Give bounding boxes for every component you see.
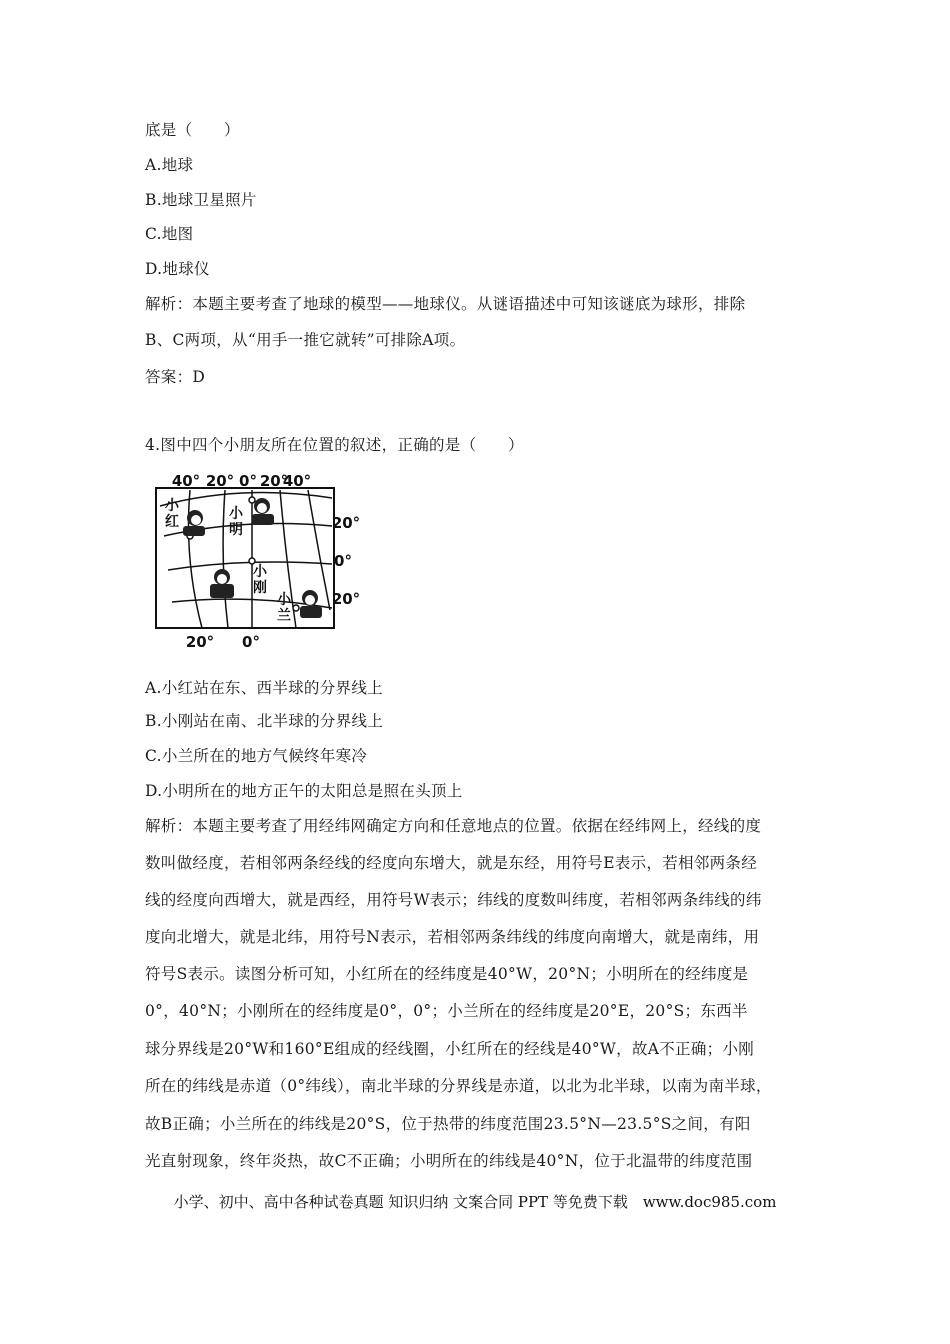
q4-analysis-line-2: 数叫做经度，若相邻两条经线的经度向东增大，就是东经，用符号E表示，若相邻两条经 — [145, 854, 758, 872]
q4-analysis-line-1: 解析：本题主要考查了用经纬网确定方向和任意地点的位置。依据在经纬网上，经线的度 — [145, 817, 762, 835]
page-footer: 小学、初中、高中各种试卷真题 知识归纳 文案合同 PPT 等免费下载 www.doc985.com — [173, 1193, 777, 1211]
graticule-figure — [150, 470, 370, 650]
name-xiaoming-char-1: 小 — [229, 506, 243, 522]
q4-option-c: C.小兰所在的地方气候终年寒冷 — [145, 747, 368, 765]
top-label-20e: 20° — [259, 472, 289, 490]
q3-option-a: A.地球 — [145, 156, 194, 174]
q4-analysis-line-6: 0°，40°N；小刚所在的经纬度是0°，0°；小兰所在的经纬度是20°E，20°S；东西半 — [145, 1002, 748, 1020]
latitude-line-40n — [160, 493, 332, 506]
q4-analysis-line-7: 球分界线是20°W和160°E组成的经线圈，小红所在的经线是40°W，故A不正确；小刚 — [145, 1040, 755, 1058]
xiaogang-figure — [210, 569, 234, 598]
q3-analysis-line-1: 解析：本题主要考查了地球的模型——地球仪。从谜语描述中可知该谜底为球形，排除 — [145, 295, 746, 313]
name-xiaohong-char-2: 红 — [165, 514, 179, 530]
q4-analysis-line-3: 线的经度向西增大，就是西经，用符号W表示；纬线的度数叫纬度，若相邻两条纬线的纬 — [145, 891, 762, 909]
q4-analysis-line-5: 符号S表示。读图分析可知，小红所在的经纬度是40°W，20°N；小明所在的经纬度是 — [145, 965, 749, 983]
name-xiaolan-char-1: 小 — [277, 592, 291, 608]
q3-analysis-line-2: B、C两项，从“用手一推它就转”可排除A项。 — [145, 331, 466, 349]
xiaogang-location-point — [249, 558, 255, 564]
q4-analysis-line-4: 度向北增大，就是北纬，用符号N表示，若相邻两条纬线的纬度向南增大，就是南纬，用 — [145, 928, 760, 946]
name-xiaolan-char-2: 兰 — [277, 608, 291, 624]
bottom-label-0: 0° — [242, 633, 260, 650]
right-label-20s: 20° — [331, 590, 361, 608]
xiaohong-figure — [183, 510, 205, 536]
q4-option-b: B.小刚站在南、北半球的分界线上 — [145, 712, 384, 730]
longitude-line-20w — [223, 490, 228, 628]
name-xiaohong-char-1: 小 — [165, 498, 179, 514]
bottom-label-20: 20° — [185, 633, 215, 650]
right-label-20n: 20° — [331, 514, 361, 532]
xiaolan-location-point — [293, 605, 299, 611]
q4-stem: 4.图中四个小朋友所在位置的叙述，正确的是（ ） — [145, 436, 524, 454]
q4-analysis-line-10: 光直射现象，终年炎热，故C不正确；小明所在的纬线是40°N，位于北温带的纬度范围 — [145, 1152, 753, 1170]
q3-option-d: D.地球仪 — [145, 260, 210, 278]
top-label-40e: 40° — [282, 472, 312, 490]
right-label-0: 0° — [334, 552, 352, 570]
q4-analysis-line-9: 故B正确；小兰所在的纬线是20°S，位于热带的纬度范围23.5°N—23.5°S之间，有阳 — [145, 1115, 751, 1133]
q4-option-d: D.小明所在的地方正午的太阳总是照在头顶上 — [145, 782, 463, 800]
q4-analysis-line-8: 所在的纬线是赤道（0°纬线），南北半球的分界线是赤道，以北为北半球，以南为南半球， — [145, 1077, 772, 1095]
q3-answer: 答案：D — [145, 368, 206, 386]
top-label-40w: 40° — [171, 472, 201, 490]
graticule-map — [150, 470, 370, 650]
top-label-20w: 20° — [205, 472, 235, 490]
xiaoming-figure — [252, 498, 274, 525]
top-label-0: 0° — [239, 472, 257, 490]
name-xiaoming-char-2: 明 — [229, 522, 243, 538]
q3-stem-end: 底是（ ） — [145, 121, 240, 139]
q3-option-c: C.地图 — [145, 225, 194, 243]
q4-option-a: A.小红站在东、西半球的分界线上 — [145, 679, 383, 697]
name-xiaogang-char-2: 刚 — [253, 580, 267, 596]
q3-option-b: B.地球卫星照片 — [145, 191, 257, 209]
name-xiaogang-char-1: 小 — [253, 564, 267, 580]
xiaoming-location-point — [249, 497, 255, 503]
